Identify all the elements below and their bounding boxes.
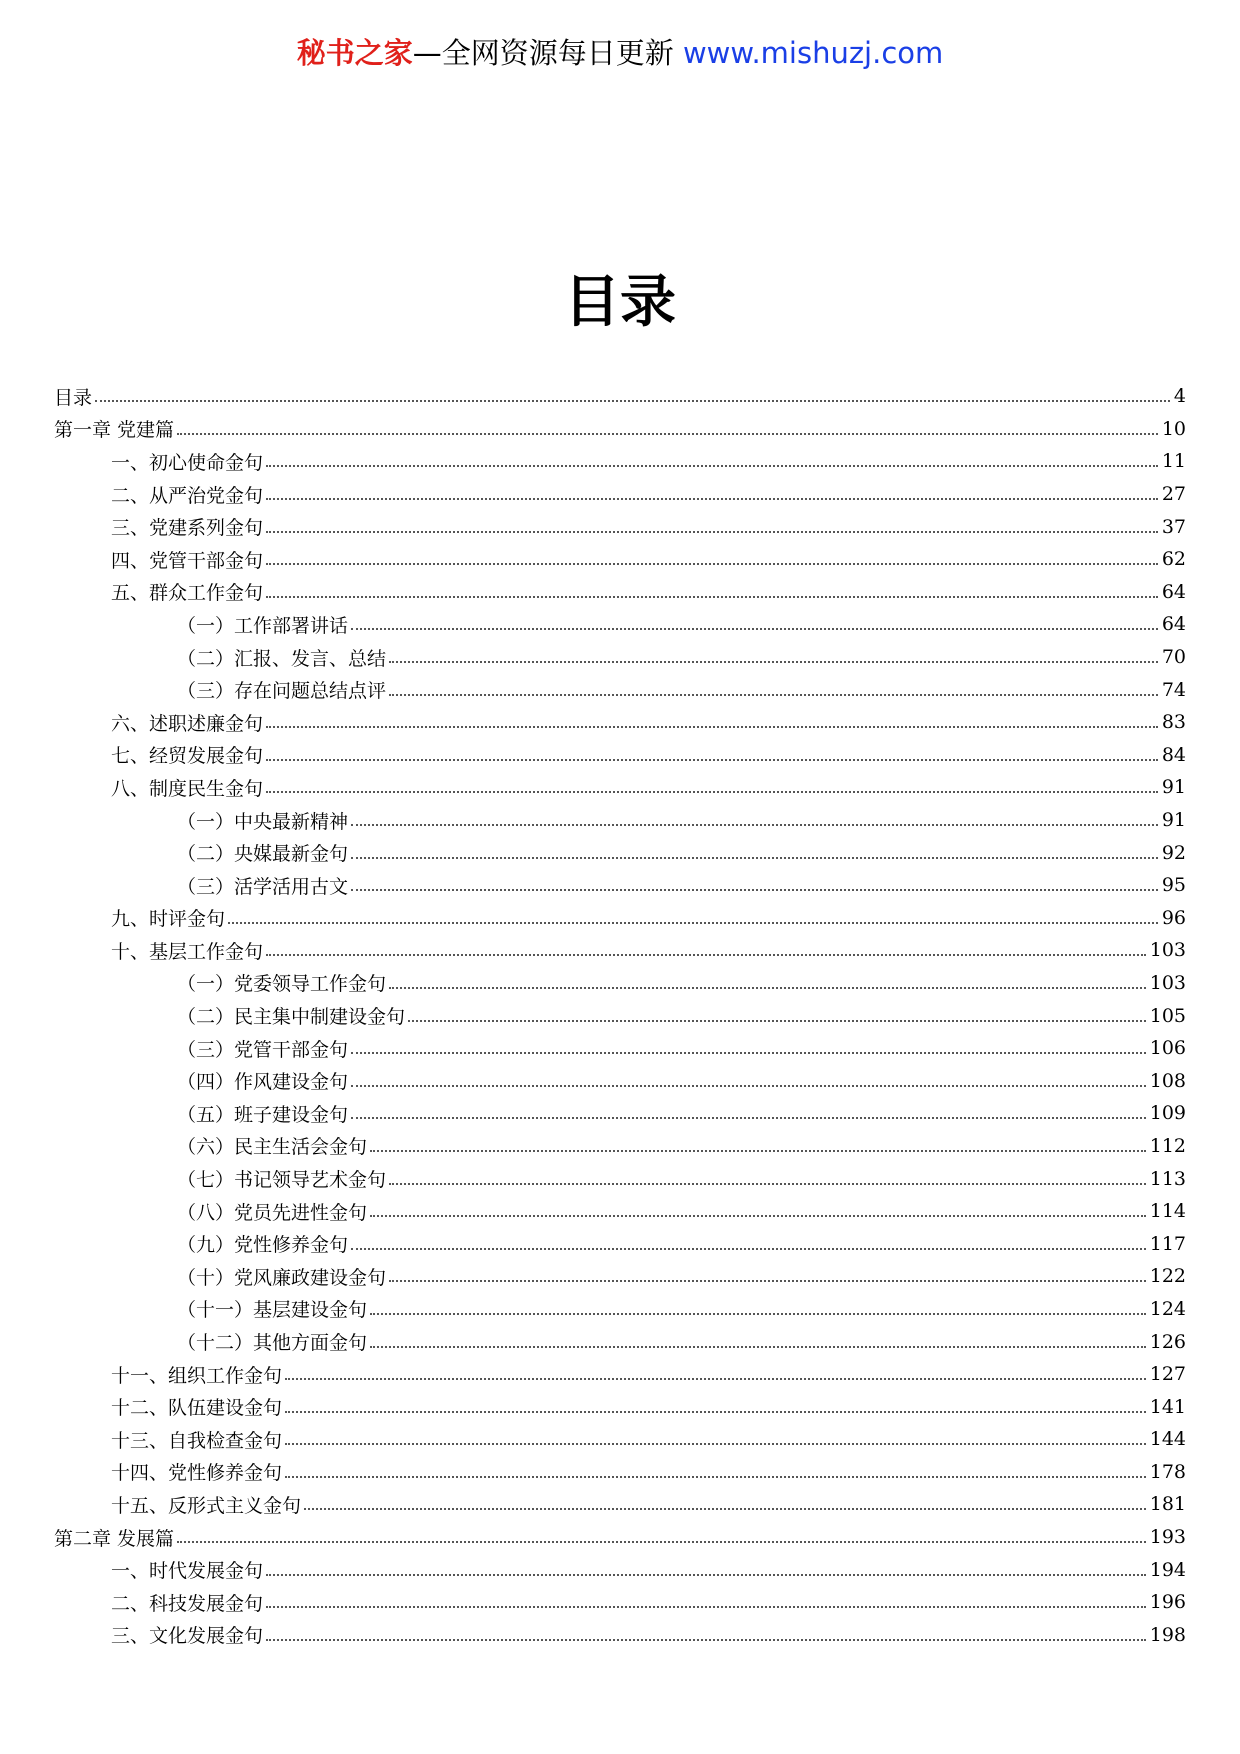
toc-entry-label: 第一章 党建篇 (54, 419, 175, 442)
toc-dot-leader (351, 628, 1158, 630)
toc-entry[interactable] (54, 1456, 1186, 1489)
toc-dot-leader (285, 1378, 1146, 1380)
toc-entry-label: 目录 (54, 386, 93, 409)
toc-dot-leader (389, 987, 1146, 989)
banner-tagline: —全网资源每日更新 (412, 36, 674, 70)
toc-entry-page-number: 117 (1149, 1232, 1186, 1255)
toc-entry[interactable] (54, 1293, 1186, 1326)
toc-entry[interactable] (54, 1162, 1186, 1195)
toc-entry[interactable] (54, 771, 1186, 804)
toc-dot-leader (370, 1150, 1146, 1152)
toc-entry-label: （十二）其他方面金句 (177, 1332, 368, 1355)
toc-entry-label: 十一、组织工作金句 (111, 1364, 283, 1387)
toc-entry[interactable] (54, 413, 1186, 446)
toc-entry-label: 十、基层工作金句 (111, 940, 264, 963)
toc-entry-page-number: 114 (1149, 1200, 1186, 1223)
toc-entry-label: 三、文化发展金句 (111, 1625, 264, 1648)
toc-entry-label: 九、时评金句 (111, 908, 226, 931)
toc-entry-page-number: 193 (1149, 1526, 1186, 1549)
toc-dot-leader (228, 922, 1158, 924)
toc-entry-page-number: 27 (1161, 483, 1186, 506)
toc-entry[interactable] (54, 641, 1186, 674)
toc-entry[interactable] (54, 1097, 1186, 1130)
toc-entry[interactable] (54, 902, 1186, 935)
toc-dot-leader (304, 1508, 1146, 1510)
toc-entry[interactable] (54, 445, 1186, 478)
toc-entry-page-number: 83 (1161, 711, 1186, 734)
toc-entry-label: 二、从严治党金句 (111, 484, 264, 507)
toc-entry-page-number: 127 (1149, 1363, 1186, 1386)
toc-entry-page-number: 105 (1149, 1004, 1186, 1027)
toc-dot-leader (177, 433, 1158, 435)
toc-entry[interactable] (54, 543, 1186, 576)
toc-dot-leader (95, 400, 1170, 402)
toc-entry-label: 四、党管干部金句 (111, 549, 264, 572)
toc-entry[interactable] (54, 934, 1186, 967)
toc-dot-leader (351, 857, 1158, 859)
toc-entry[interactable] (54, 1423, 1186, 1456)
toc-entry-label: 六、述职述廉金句 (111, 712, 264, 735)
toc-dot-leader (351, 1085, 1146, 1087)
toc-dot-leader (266, 498, 1158, 500)
toc-entry[interactable] (54, 999, 1186, 1032)
toc-dot-leader (266, 759, 1158, 761)
toc-entry-label: 三、党建系列金句 (111, 517, 264, 540)
toc-entry-label: （三）存在问题总结点评 (177, 680, 387, 703)
toc-entry[interactable] (54, 804, 1186, 837)
toc-entry[interactable] (54, 1488, 1186, 1521)
toc-entry-label: 十二、队伍建设金句 (111, 1397, 283, 1420)
toc-entry-label: （二）汇报、发言、总结 (177, 647, 387, 670)
brand-name: 秘书之家 (296, 36, 413, 70)
toc-entry-page-number: 103 (1149, 939, 1186, 962)
toc-entry-page-number: 108 (1149, 1069, 1186, 1092)
toc-entry-page-number: 109 (1149, 1102, 1186, 1125)
toc-entry-label: （三）活学活用古文 (177, 875, 349, 898)
toc-entry[interactable] (54, 869, 1186, 902)
toc-entry-label: 一、时代发展金句 (111, 1560, 264, 1583)
toc-entry[interactable] (54, 836, 1186, 869)
toc-entry-label: （六）民主生活会金句 (177, 1136, 368, 1159)
toc-entry-label: （三）党管干部金句 (177, 1038, 349, 1061)
toc-entry[interactable] (54, 739, 1186, 772)
toc-dot-leader (351, 1052, 1146, 1054)
toc-entry-page-number: 64 (1161, 613, 1186, 636)
toc-entry-label: 十四、党性修养金句 (111, 1462, 283, 1485)
toc-entry[interactable] (54, 967, 1186, 1000)
toc-entry[interactable] (54, 510, 1186, 543)
toc-entry-page-number: 141 (1149, 1395, 1186, 1418)
toc-entry-page-number: 178 (1149, 1460, 1186, 1483)
toc-entry-page-number: 106 (1149, 1037, 1186, 1060)
toc-dot-leader (389, 661, 1158, 663)
toc-entry-page-number: 144 (1149, 1428, 1186, 1451)
toc-entry[interactable] (54, 1586, 1186, 1619)
toc-entry-page-number: 112 (1149, 1134, 1186, 1157)
toc-entry[interactable] (54, 1553, 1186, 1586)
toc-dot-leader (177, 1541, 1146, 1543)
toc-entry[interactable] (54, 1619, 1186, 1652)
toc-entry-page-number: 74 (1161, 678, 1186, 701)
toc-entry[interactable] (54, 1358, 1186, 1391)
toc-dot-leader (285, 1476, 1146, 1478)
toc-entry-page-number: 92 (1161, 841, 1186, 864)
toc-dot-leader (370, 1215, 1146, 1217)
toc-dot-leader (266, 1606, 1146, 1608)
toc-entry[interactable] (54, 576, 1186, 609)
toc-entry[interactable] (54, 1521, 1186, 1554)
toc-entry[interactable] (54, 706, 1186, 739)
toc-entry-label: （十一）基层建设金句 (177, 1299, 368, 1322)
toc-dot-leader (266, 563, 1158, 565)
toc-entry-page-number: 96 (1161, 906, 1186, 929)
toc-dot-leader (389, 1280, 1146, 1282)
toc-dot-leader (266, 1574, 1146, 1576)
toc-entry-page-number: 70 (1161, 646, 1186, 669)
toc-entry-label: （一）党委领导工作金句 (177, 973, 387, 996)
toc-entry[interactable] (54, 478, 1186, 511)
toc-entry-page-number: 113 (1149, 1167, 1186, 1190)
toc-dot-leader (266, 954, 1146, 956)
toc-dot-leader (266, 726, 1158, 728)
toc-entry-page-number: 84 (1161, 743, 1186, 766)
toc-entry-label: （一）工作部署讲话 (177, 614, 349, 637)
toc-entry-label: 第二章 发展篇 (54, 1527, 175, 1550)
toc-entry[interactable] (54, 1064, 1186, 1097)
toc-entry-page-number: 122 (1149, 1265, 1186, 1288)
toc-entry-label: （八）党员先进性金句 (177, 1201, 368, 1224)
toc-dot-leader (351, 1117, 1146, 1119)
toc-entry-page-number: 194 (1149, 1558, 1186, 1581)
toc-dot-leader (285, 1443, 1146, 1445)
toc-entry[interactable] (54, 380, 1186, 413)
toc-entry[interactable] (54, 1260, 1186, 1293)
toc-entry-page-number: 196 (1149, 1591, 1186, 1614)
toc-dot-leader (285, 1411, 1146, 1413)
toc-entry-page-number: 95 (1161, 874, 1186, 897)
toc-dot-leader (266, 1639, 1146, 1641)
toc-entry-label: 七、经贸发展金句 (111, 745, 264, 768)
toc-entry-label: 一、初心使命金句 (111, 451, 264, 474)
toc-entry-label: 五、群众工作金句 (111, 582, 264, 605)
toc-entry[interactable] (54, 1227, 1186, 1260)
toc-entry-label: （五）班子建设金句 (177, 1103, 349, 1126)
toc-dot-leader (389, 1183, 1146, 1185)
toc-entry[interactable] (54, 673, 1186, 706)
toc-entry-label: （十）党风廉政建设金句 (177, 1266, 387, 1289)
toc-dot-leader (266, 465, 1158, 467)
toc-dot-leader (370, 1313, 1146, 1315)
site-url-link[interactable]: www.mishuzj.com (682, 36, 944, 70)
toc-entry-page-number: 91 (1161, 776, 1186, 799)
toc-entry-label: 八、制度民生金句 (111, 777, 264, 800)
toc-entry[interactable] (54, 1195, 1186, 1228)
toc-entry-page-number: 103 (1149, 971, 1186, 994)
toc-dot-leader (370, 1346, 1146, 1348)
toc-entry-label: （七）书记领导艺术金句 (177, 1169, 387, 1192)
toc-dot-leader (266, 791, 1158, 793)
toc-entry[interactable] (54, 1130, 1186, 1163)
toc-entry[interactable] (54, 1390, 1186, 1423)
toc-entry-label: （二）民主集中制建设金句 (177, 1006, 406, 1029)
toc-dot-leader (351, 889, 1158, 891)
page-title: 目录 (564, 270, 676, 335)
toc-dot-leader (389, 694, 1158, 696)
table-of-contents (54, 380, 1186, 1651)
toc-entry-page-number: 4 (1173, 385, 1186, 408)
toc-entry-page-number: 198 (1149, 1623, 1186, 1646)
toc-entry-label: 十三、自我检查金句 (111, 1429, 283, 1452)
toc-entry-label: 十五、反形式主义金句 (111, 1494, 302, 1517)
toc-entry-page-number: 37 (1161, 515, 1186, 538)
toc-entry-page-number: 64 (1161, 580, 1186, 603)
toc-entry-label: （四）作风建设金句 (177, 1071, 349, 1094)
toc-entry-page-number: 11 (1161, 450, 1186, 473)
toc-dot-leader (351, 1248, 1146, 1250)
toc-entry[interactable] (54, 608, 1186, 641)
toc-entry[interactable] (54, 1325, 1186, 1358)
toc-entry-label: 二、科技发展金句 (111, 1592, 264, 1615)
toc-entry[interactable] (54, 1032, 1186, 1065)
toc-dot-leader (351, 824, 1158, 826)
toc-dot-leader (408, 1020, 1146, 1022)
site-banner (0, 30, 1240, 76)
toc-entry-page-number: 62 (1161, 548, 1186, 571)
toc-entry-label: （二）央媒最新金句 (177, 843, 349, 866)
toc-entry-label: （九）党性修养金句 (177, 1234, 349, 1257)
toc-dot-leader (266, 531, 1158, 533)
toc-entry-page-number: 91 (1161, 809, 1186, 832)
toc-dot-leader (266, 596, 1158, 598)
toc-entry-label: （一）中央最新精神 (177, 810, 349, 833)
toc-entry-page-number: 124 (1149, 1297, 1186, 1320)
toc-entry-page-number: 126 (1149, 1330, 1186, 1353)
toc-entry-page-number: 181 (1149, 1493, 1186, 1516)
toc-entry-page-number: 10 (1161, 417, 1186, 440)
